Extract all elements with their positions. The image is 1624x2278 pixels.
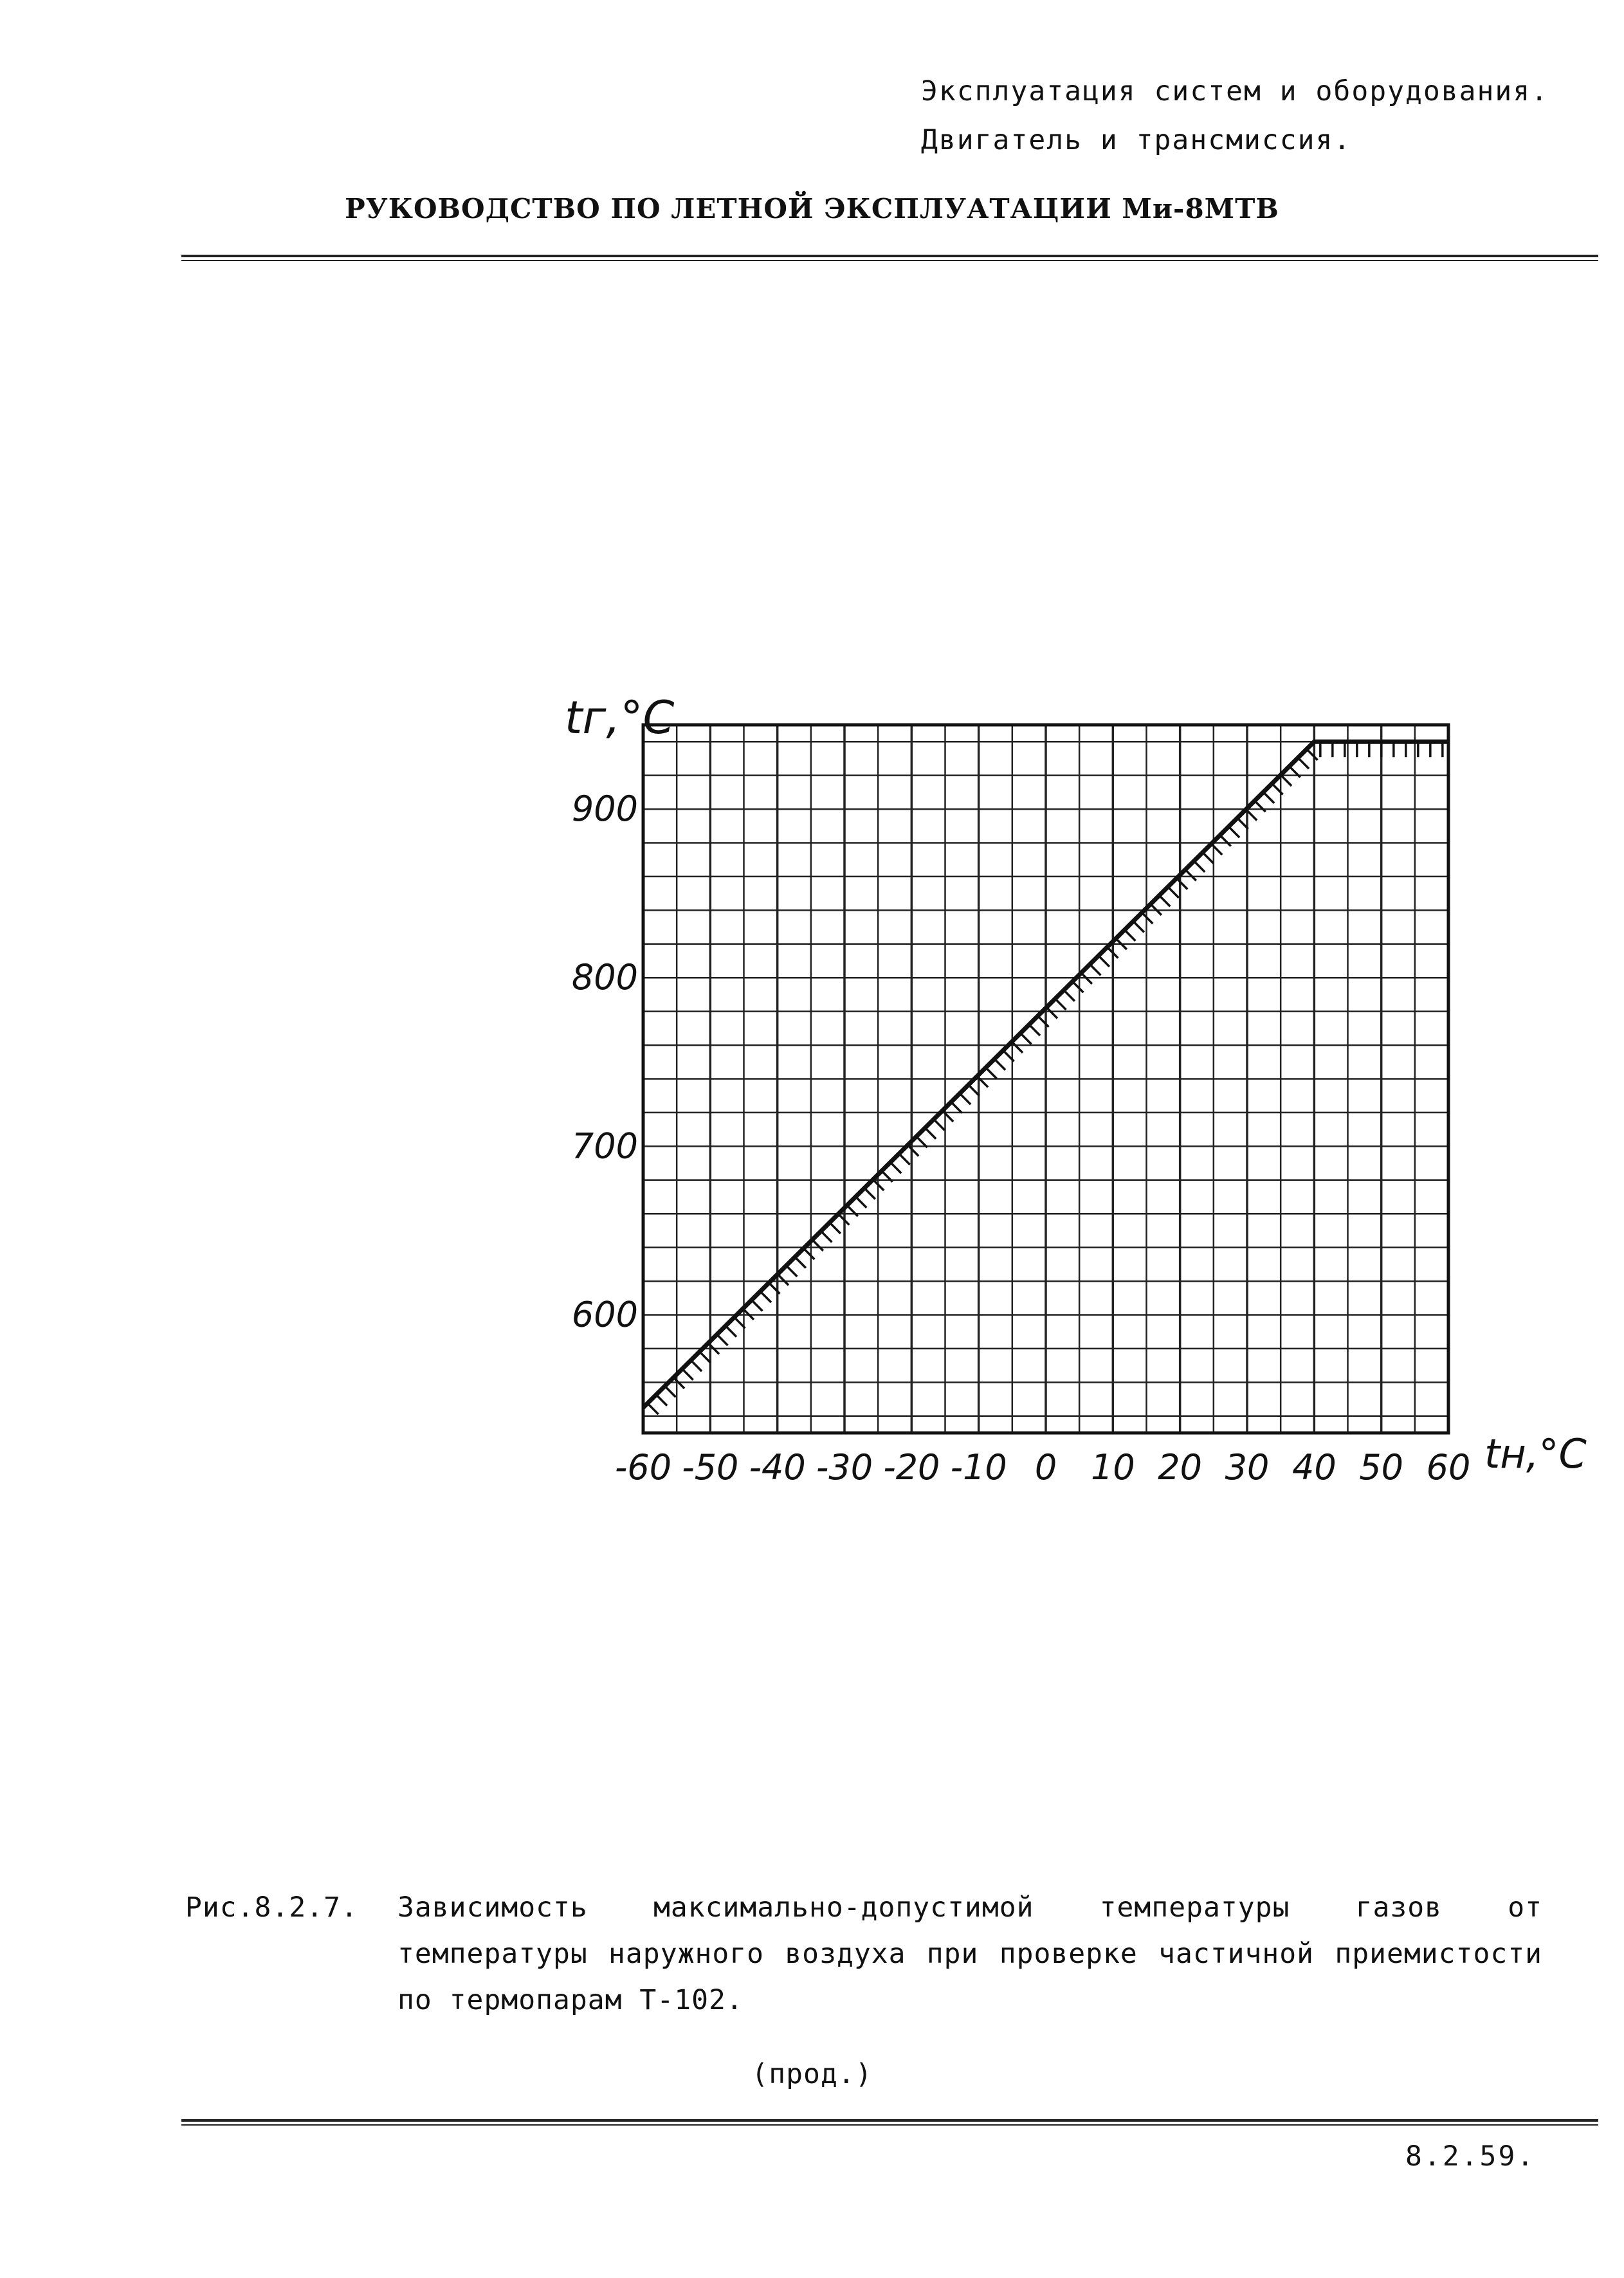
hatch-mark xyxy=(994,1059,1005,1070)
y-tick-label: 700 xyxy=(571,1125,638,1167)
y-tick-label: 800 xyxy=(571,957,638,998)
hatch-mark xyxy=(1021,1033,1032,1044)
hatch-mark xyxy=(960,1093,971,1104)
hatch-mark xyxy=(787,1266,798,1277)
hatch-mark xyxy=(812,1240,823,1251)
hatch-mark xyxy=(1203,852,1214,863)
hatch-mark xyxy=(1124,930,1135,941)
hatch-mark xyxy=(1168,887,1179,898)
hatch-mark xyxy=(1046,1007,1057,1018)
hatch-mark xyxy=(700,1352,711,1363)
hatch-mark xyxy=(986,1068,997,1079)
figure-number: Рис.8.2.7. xyxy=(185,1891,358,1924)
hatch-mark xyxy=(830,1223,841,1234)
hatch-mark xyxy=(899,1154,910,1165)
x-tick-label: -30 xyxy=(816,1447,873,1488)
x-tick-label: -20 xyxy=(883,1447,940,1488)
hatch-mark xyxy=(803,1248,814,1259)
continued-note: (прод.) xyxy=(751,2058,873,2090)
hatch-mark xyxy=(665,1386,676,1397)
hatch-mark xyxy=(847,1205,858,1216)
hatch-mark xyxy=(821,1231,832,1242)
x-tick-label: -40 xyxy=(749,1447,806,1488)
x-tick-label: 50 xyxy=(1359,1447,1404,1488)
hatch-mark xyxy=(1090,964,1101,975)
hatch-mark xyxy=(1055,999,1066,1010)
chart-grid xyxy=(643,725,1448,1433)
hatch-mark xyxy=(1038,1016,1049,1027)
y-axis-label: tг,°C xyxy=(565,691,675,744)
x-tick-label: 20 xyxy=(1158,1447,1203,1488)
hatch-mark xyxy=(717,1335,728,1345)
hatch-mark xyxy=(1281,775,1291,786)
x-tick-label: 60 xyxy=(1426,1447,1471,1488)
hatch-mark xyxy=(1012,1042,1023,1053)
x-axis-label: tн,°C xyxy=(1484,1430,1587,1477)
hatch-mark xyxy=(1255,801,1266,812)
hatch-mark xyxy=(1099,956,1109,967)
section-line-2: Двигатель и трансмиссия. xyxy=(921,124,1352,156)
x-tick-label: -50 xyxy=(682,1447,739,1488)
hatch-mark xyxy=(1073,981,1084,992)
hatch-mark xyxy=(1298,758,1309,769)
hatch-mark xyxy=(1064,990,1075,1001)
hatch-mark xyxy=(1185,870,1196,880)
hatch-mark xyxy=(725,1326,736,1337)
hatch-mark xyxy=(864,1188,875,1199)
hatch-mark xyxy=(934,1119,945,1130)
hatch-mark xyxy=(855,1197,866,1208)
hatch-mark xyxy=(648,1403,659,1414)
hatch-mark xyxy=(1029,1025,1040,1035)
hatch-mark xyxy=(1220,835,1231,846)
x-tick-label: 30 xyxy=(1225,1447,1270,1488)
hatch-mark xyxy=(778,1274,789,1285)
x-tick-label: 40 xyxy=(1291,1447,1337,1488)
hatch-mark xyxy=(1307,749,1318,760)
hatch-mark xyxy=(1228,826,1239,837)
hatch-mark xyxy=(1263,792,1274,803)
hatch-mark xyxy=(752,1300,763,1311)
y-tick-label: 600 xyxy=(571,1294,638,1335)
x-tick-labels xyxy=(615,1447,1470,1488)
x-tick-label: 0 xyxy=(1034,1447,1057,1488)
page-number: 8.2.59. xyxy=(1405,2140,1536,2173)
caption-text: Зависимость максимально-допустимой температуры газов от температуры наружного воздуха при проверке частичной приемистости по термопарам Т-102. xyxy=(397,1891,1542,2016)
hatch-mark xyxy=(691,1360,702,1371)
hatch-mark xyxy=(656,1395,667,1406)
x-tick-label: 10 xyxy=(1090,1447,1135,1488)
hatch-mark xyxy=(682,1369,693,1380)
figure-caption xyxy=(185,1884,1542,2023)
y-tick-label: 900 xyxy=(571,788,638,830)
hatch-mark xyxy=(890,1162,901,1173)
section-line-1: Эксплуатация систем и оборудования. xyxy=(921,75,1549,107)
hatch-mark xyxy=(1133,921,1144,932)
hatch-mark xyxy=(1159,895,1170,906)
y-tick-labels xyxy=(572,788,638,1335)
hatch-mark xyxy=(1194,861,1205,872)
x-tick-label: -60 xyxy=(614,1447,672,1488)
hatch-mark xyxy=(1142,913,1153,924)
document-title: РУКОВОДСТВО ПО ЛЕТНОЙ ЭКСПЛУАТАЦИИ Ми-8МТВ xyxy=(345,193,1279,224)
hatch-mark xyxy=(760,1291,771,1302)
hatch-mark xyxy=(1176,879,1187,889)
hatch-mark xyxy=(925,1128,936,1139)
x-tick-label: -10 xyxy=(950,1447,1007,1488)
hatch-mark xyxy=(795,1257,806,1268)
footer-rule xyxy=(181,2119,1598,2126)
hatch-mark xyxy=(951,1102,962,1113)
